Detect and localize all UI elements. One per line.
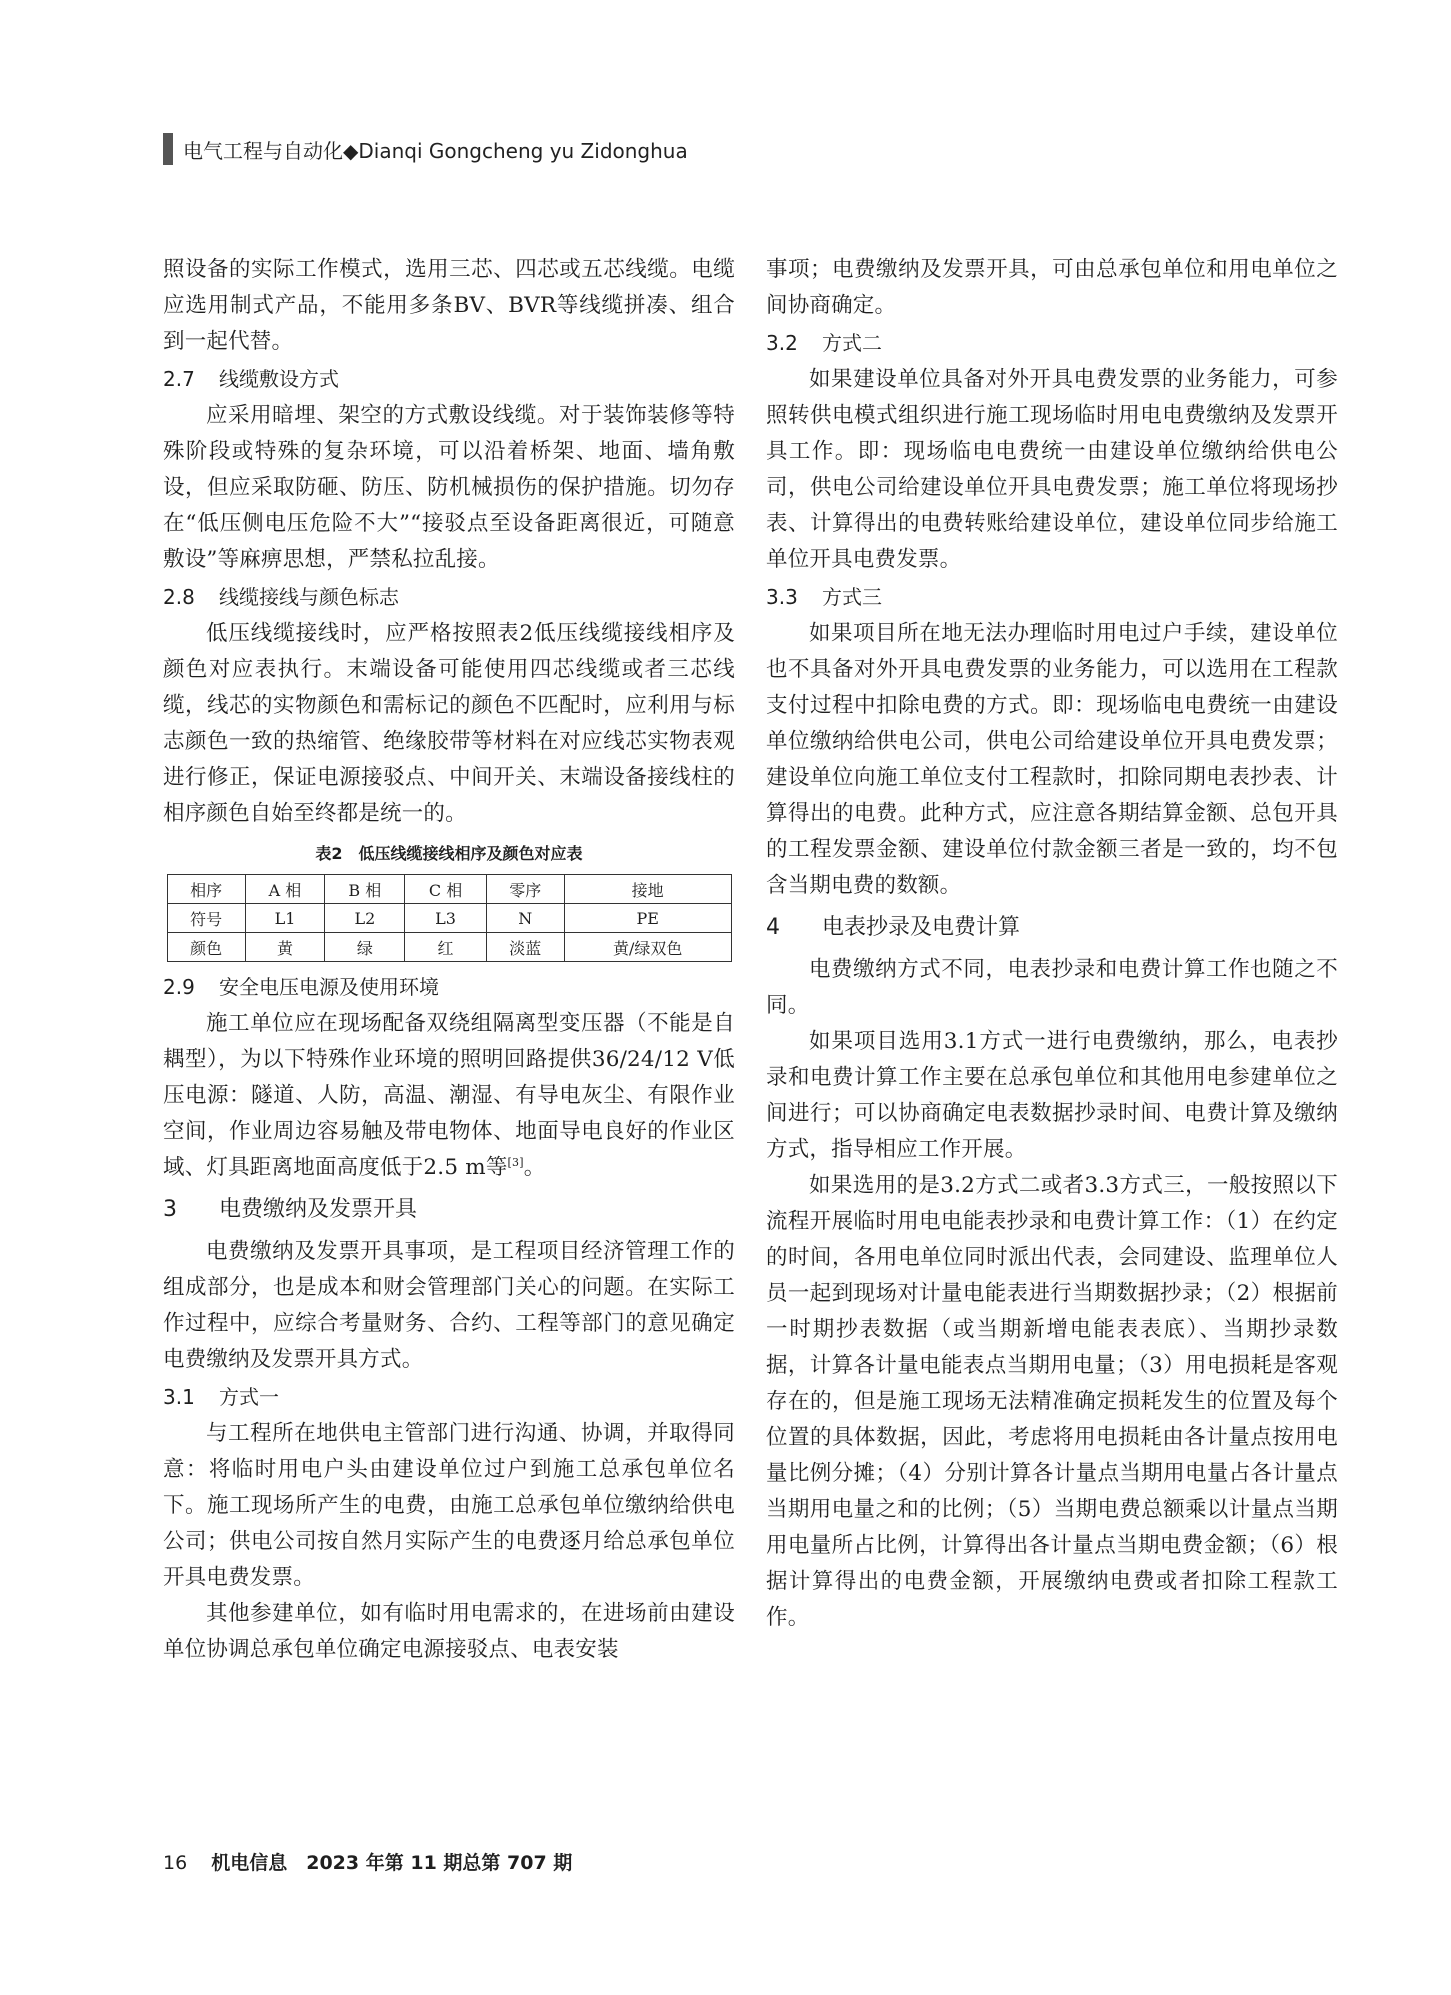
paragraph: 低压线缆接线时，应严格按照表2低压线缆接线相序及颜色对应表执行。末端设备可能使用四芯线缆或者三芯线缆，线芯的实物颜色和需标记的颜色不匹配时，应利用与标志颜色一致的热缩管、绝缘胶带等材料在对应线芯实物表观进行修正，保证电源接驳点、中间开关、末端设备接线柱的相序颜色自始至终都是统一的。: [163, 621, 735, 826]
left-column: [163, 252, 735, 1668]
section-number: 3.2: [766, 331, 798, 355]
table-cell: 颜色: [167, 933, 245, 962]
table-cell: N: [486, 904, 564, 933]
section-heading-3: [163, 1192, 735, 1228]
paragraph: 应采用暗埋、架空的方式敷设线缆。对于装饰装修等特殊阶段或特殊的复杂环境，可以沿着桥架、地面、墙角敷设，但应采取防砸、防压、防机械损伤的保护措施。切勿存在“低压侧电压危险不大”“接驳点至设备距离很近，可随意敷设”等麻痹思想，严禁私拉乱接。: [163, 403, 735, 572]
running-header: [163, 134, 688, 164]
table-cell: C 相: [405, 875, 486, 904]
journal-info: 机电信息 2023 年第 11 期总第 707 期: [211, 1852, 573, 1874]
section-heading-3-2: [766, 326, 1338, 360]
table-cell: L2: [325, 904, 405, 933]
table-cell: 接地: [564, 875, 731, 904]
section-title: 方式三: [822, 585, 882, 609]
section-title: 方式二: [822, 331, 882, 355]
paragraph: 与工程所在地供电主管部门进行沟通、协调，并取得同意：将临时用电户头由建设单位过户到施工总承包单位名下。施工现场所产生的电费，由施工总承包单位缴纳给供电公司；供电公司按自然月实际产生的电费逐月给总承包单位开具电费发票。: [163, 1421, 735, 1590]
section-heading-3-1: [163, 1380, 735, 1414]
header-text: 电气工程与自动化◆Dianqi Gongcheng yu Zidonghua: [183, 138, 688, 163]
table-cell: PE: [564, 904, 731, 933]
section-heading-2-8: [163, 580, 735, 614]
table-cell: 黄/绿双色: [564, 933, 731, 962]
table-cell: 淡蓝: [486, 933, 564, 962]
paragraph-text: 施工单位应在现场配备双绕组隔离型变压器（不能是自耦型），为以下特殊作业环境的照明回路提供36/24/12 V低压电源：隧道、人防，高温、潮湿、有导电灰尘、有限作业空间，作业周边容易触及带电物体、地面导电良好的作业区域、灯具距离地面高度低于2.5 m等: [163, 1011, 735, 1180]
section-heading-4: [766, 910, 1338, 946]
table-cell: A 相: [245, 875, 325, 904]
table-cell: 符号: [167, 904, 245, 933]
paragraph: 电费缴纳方式不同，电表抄录和电费计算工作也随之不同。: [766, 957, 1338, 1018]
section-number: 3: [163, 1197, 177, 1222]
citation-ref: [3]: [507, 1155, 524, 1169]
table-cell: 绿: [325, 933, 405, 962]
section-heading-2-9: [163, 970, 735, 1004]
section-title: 电费缴纳及发票开具: [219, 1197, 418, 1222]
phase-color-table: [167, 874, 732, 962]
section-title: 线缆接线与颜色标志: [219, 585, 399, 609]
section-number: 3.1: [163, 1385, 195, 1409]
paragraph: 照设备的实际工作模式，选用三芯、四芯或五芯线缆。电缆应选用制式产品，不能用多条BV、BVR等线缆拼凑、组合到一起代替。: [163, 257, 735, 354]
section-number: 2.8: [163, 585, 195, 609]
paragraph: 如果项目选用3.1方式一进行电费缴纳，那么，电表抄录和电费计算工作主要在总承包单位和其他用电参建单位之间进行；可以协商确定电表数据抄录时间、电费计算及缴纳方式，指导相应工作开展。: [766, 1029, 1338, 1162]
table-caption: 表2 低压线缆接线相序及颜色对应表: [315, 844, 583, 863]
table-row: [167, 904, 731, 933]
section-number: 3.3: [766, 585, 798, 609]
table-cell: 黄: [245, 933, 325, 962]
paragraph: [163, 1006, 735, 1186]
paragraph: 其他参建单位，如有临时用电需求的，在进场前由建设单位协调总承包单位确定电源接驳点、电表安装: [163, 1601, 735, 1662]
section-title: 电表抄录及电费计算: [822, 915, 1021, 940]
table-cell: B 相: [325, 875, 405, 904]
paragraph: 如果建设单位具备对外开具电费发票的业务能力，可参照转供电模式组织进行施工现场临时用电电费缴纳及发票开具工作。即：现场临电电费统一由建设单位缴纳给供电公司，供电公司给建设单位开具电费发票；施工单位将现场抄表、计算得出的电费转账给建设单位，建设单位同步给施工单位开具电费发票。: [766, 367, 1338, 572]
paragraph: 如果选用的是3.2方式二或者3.3方式三，一般按照以下流程开展临时用电电能表抄录和电费计算工作：（1）在约定的时间，各用电单位同时派出代表，会同建设、监理单位人员一起到现场对计量电能表进行当期数据抄录；（2）根据前一时期抄表数据（或当期新增电能表表底）、当期抄录数据，计算各计量电能表点当期用电量；（3）用电损耗是客观存在的，但是施工现场无法精准确定损耗发生的位置及每个位置的具体数据，因此，考虑将用电损耗由各计量点按用电量比例分摊；（4）分别计算各计量点当期用电量占各计量点当期用电量之和的比例；（5）当期电费总额乘以计量点当期用电量所占比例，计算得出各计量点当期电费金额；（6）根据计算得出的电费金额，开展缴纳电费或者扣除工程款工作。: [766, 1173, 1338, 1630]
section-number: 4: [766, 915, 780, 940]
table-cell: 相序: [167, 875, 245, 904]
section-title: 安全电压电源及使用环境: [219, 975, 439, 999]
section-heading-2-7: [163, 362, 735, 396]
section-number: 2.9: [163, 975, 195, 999]
page-footer: [163, 1848, 572, 1875]
section-title: 方式一: [219, 1385, 279, 1409]
table-cell: L3: [405, 904, 486, 933]
paragraph: 事项；电费缴纳及发票开具，可由总承包单位和用电单位之间协商确定。: [766, 257, 1338, 318]
paragraph: 电费缴纳及发票开具事项，是工程项目经济管理工作的组成部分，也是成本和财会管理部门关心的问题。在实际工作过程中，应综合考量财务、合约、工程等部门的意见确定电费缴纳及发票开具方式。: [163, 1239, 735, 1372]
table-cell: L1: [245, 904, 325, 933]
header-bar: [163, 133, 173, 165]
table-cell: 零序: [486, 875, 564, 904]
section-heading-3-3: [766, 580, 1338, 614]
section-number: 2.7: [163, 367, 195, 391]
page-number: 16: [163, 1852, 188, 1874]
table-row: [167, 933, 731, 962]
section-title: 线缆敷设方式: [219, 367, 339, 391]
table-cell: 红: [405, 933, 486, 962]
right-column: [766, 252, 1338, 1636]
paragraph: 如果项目所在地无法办理临时用电过户手续，建设单位也不具备对外开具电费发票的业务能力，可以选用在工程款支付过程中扣除电费的方式。即：现场临电电费统一由建设单位缴纳给供电公司，供电公司给建设单位开具电费发票；建设单位向施工单位支付工程款时，扣除同期电表抄表、计算得出的电费。此种方式，应注意各期结算金额、总包开具的工程发票金额、建设单位付款金额三者是一致的，均不包含当期电费的数额。: [766, 621, 1338, 898]
paragraph-end: 。: [523, 1155, 546, 1180]
table-row: [167, 875, 731, 904]
